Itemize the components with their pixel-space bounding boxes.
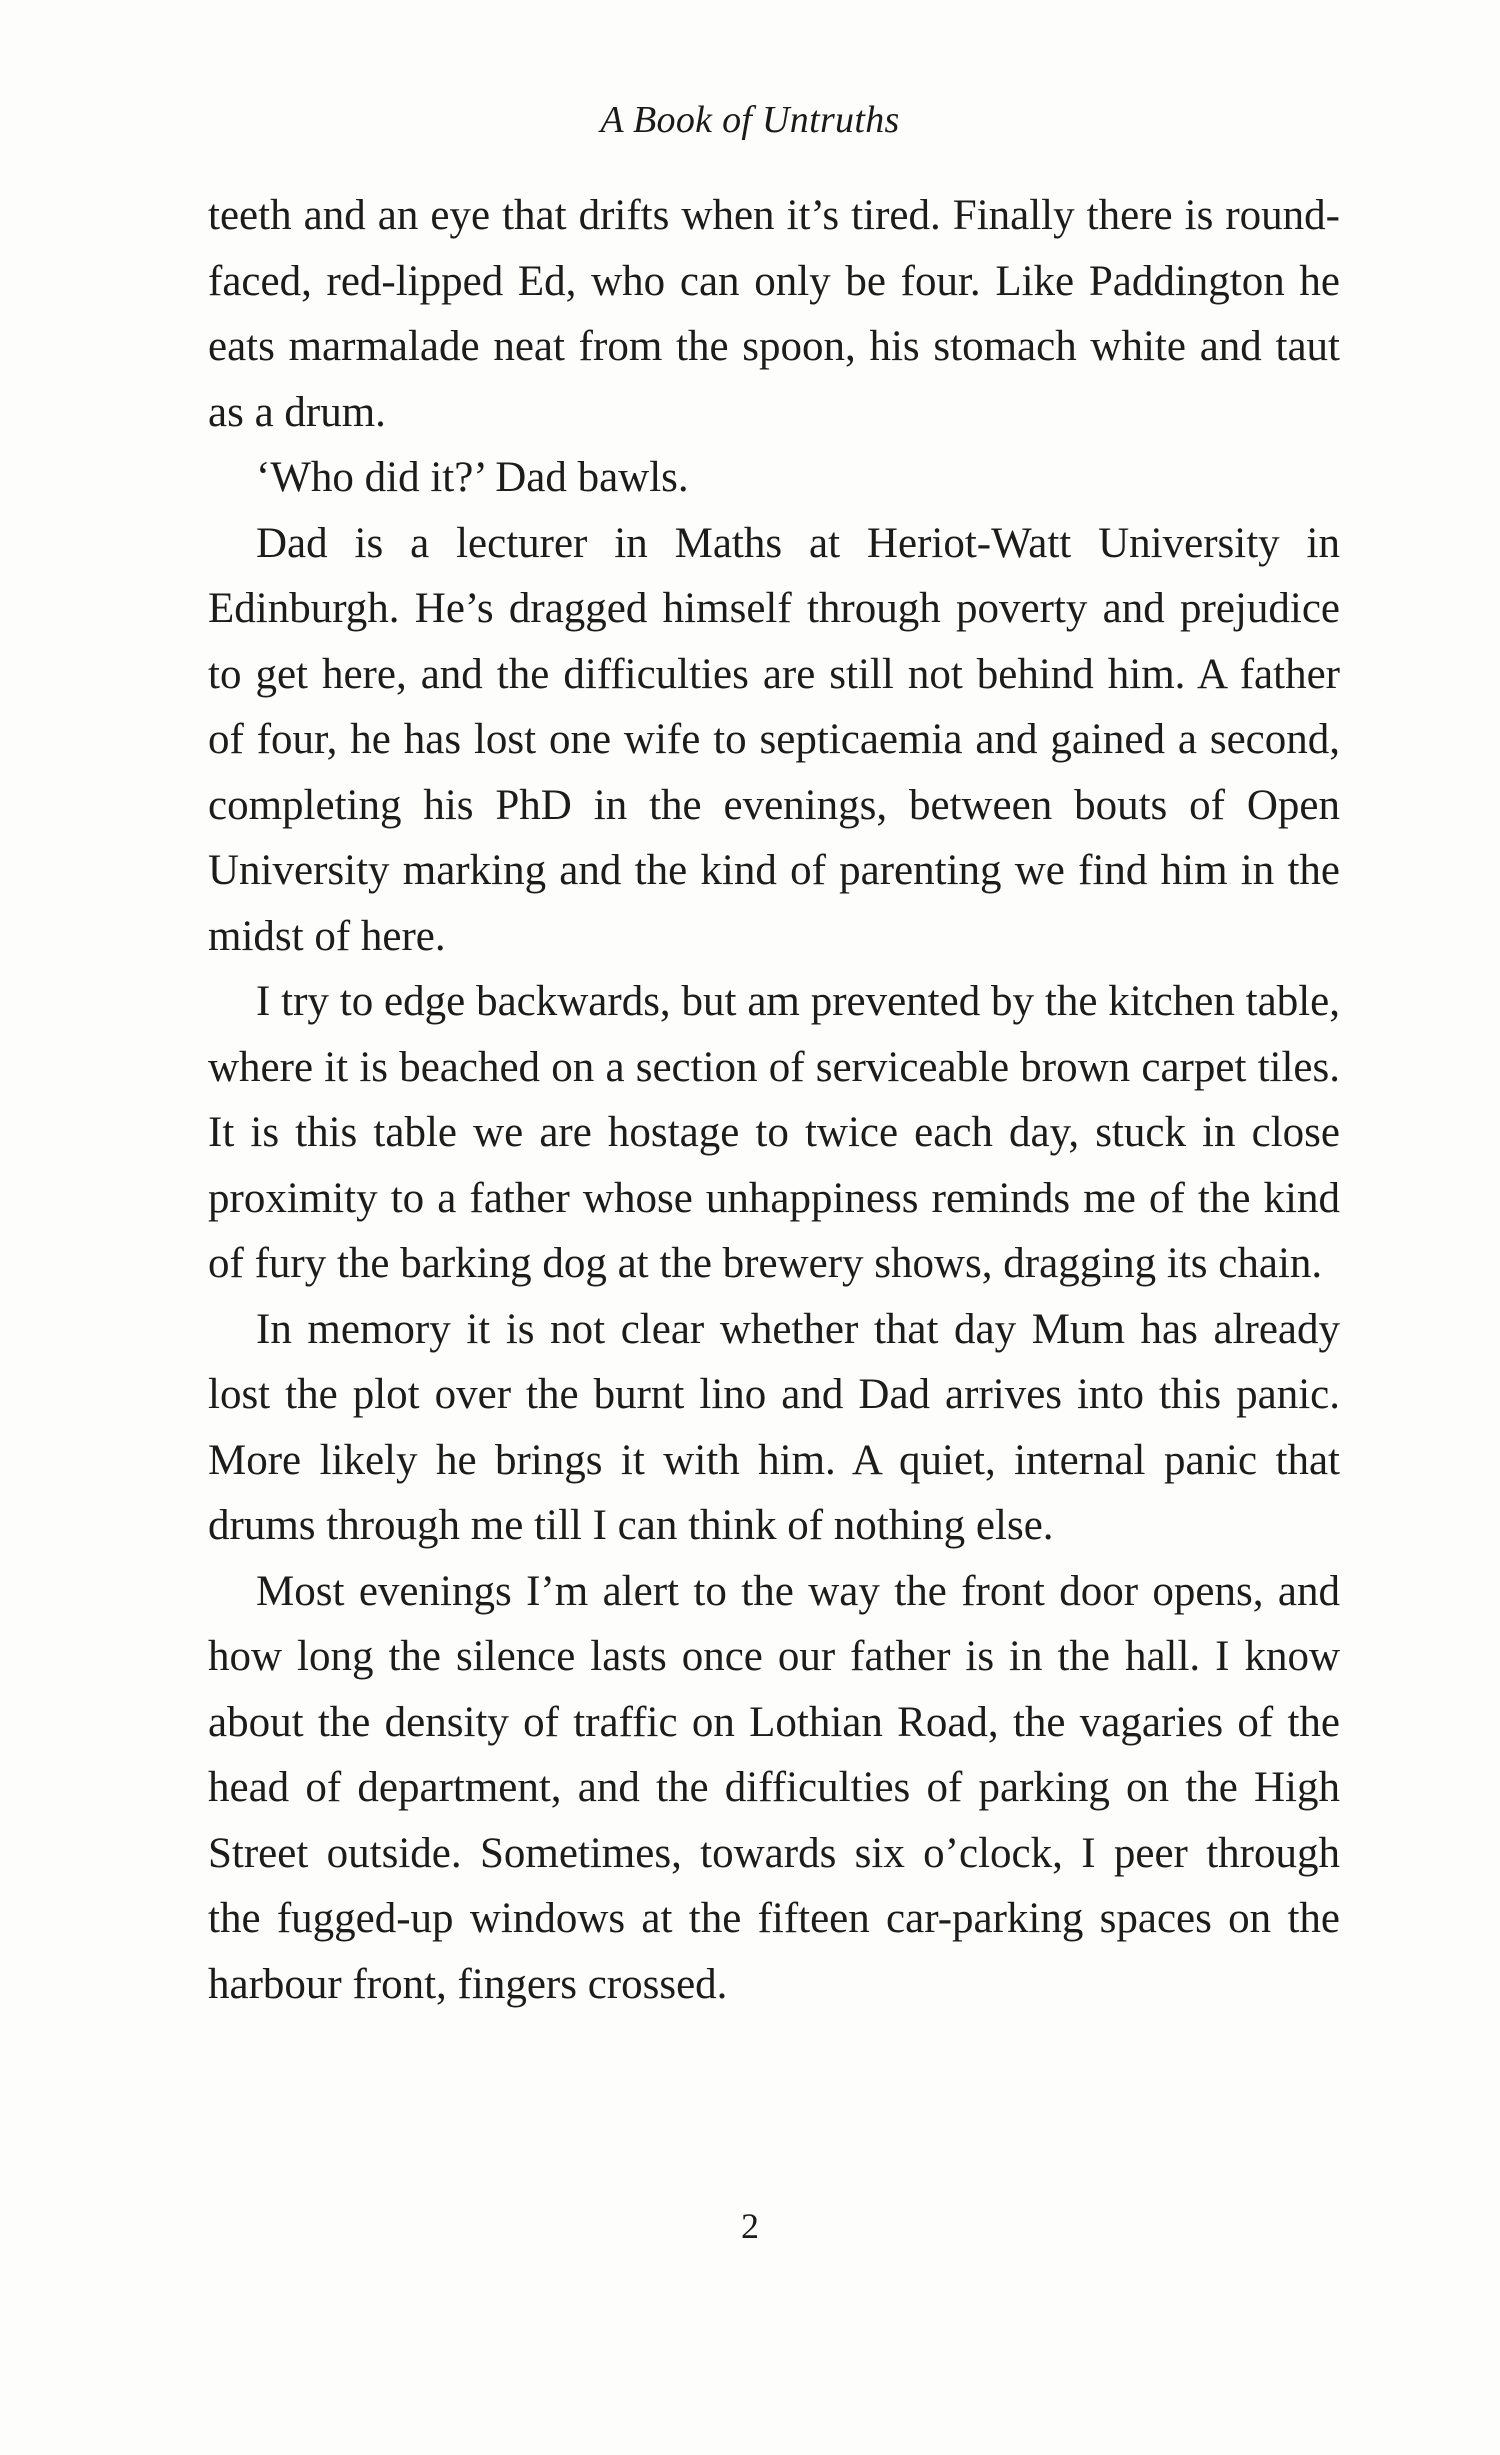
paragraph: Dad is a lecturer in Maths at Heriot-Watt University in Edinburgh. He’s dragged himself through poverty and prejudice to get here, and the difficulties are still not behind him. A father of four, he has lost one wife to septicaemia and gained a second, completing his PhD in the evenings, between bouts of Open University marking and the kind of parenting we find him in the midst of here.: [208, 519, 1340, 960]
body-text: [208, 183, 1340, 2017]
paragraph: teeth and an eye that drifts when it’s tired. Finally there is round-faced, red-lipped Ed, who can only be four. Like Paddington he eats marmalade neat from the spoon, his stomach white and taut as a drum.: [208, 192, 1340, 436]
paragraph: Most evenings I’m alert to the way the front door opens, and how long the silence lasts once our father is in the hall. I know about the density of traffic on Lothian Road, the vagaries of the head of department, and the difficulties of parking on the High Street outside. Sometimes, towards six o’clock, I peer through the fugged-up windows at the fifteen car-parking spaces on the harbour front, fingers crossed.: [208, 1567, 1340, 2008]
page-number: 2: [741, 2206, 759, 2246]
paragraph: ‘Who did it?’ Dad bawls.: [256, 454, 689, 501]
running-head: A Book of Untruths: [600, 99, 900, 141]
paragraph: In memory it is not clear whether that day Mum has already lost the plot over the burnt lino and Dad arrives into this panic. More likely he brings it with him. A quiet, internal panic that drums through me till I can think of nothing else.: [208, 1305, 1340, 1549]
paragraph: I try to edge backwards, but am prevented by the kitchen table, where it is beached on a section of serviceable brown carpet tiles. It is this table we are hostage to twice each day, stuck in close proximity to a father whose unhappiness reminds me of the kind of fury the barking dog at the brewery shows, dragging its chain.: [208, 978, 1340, 1287]
